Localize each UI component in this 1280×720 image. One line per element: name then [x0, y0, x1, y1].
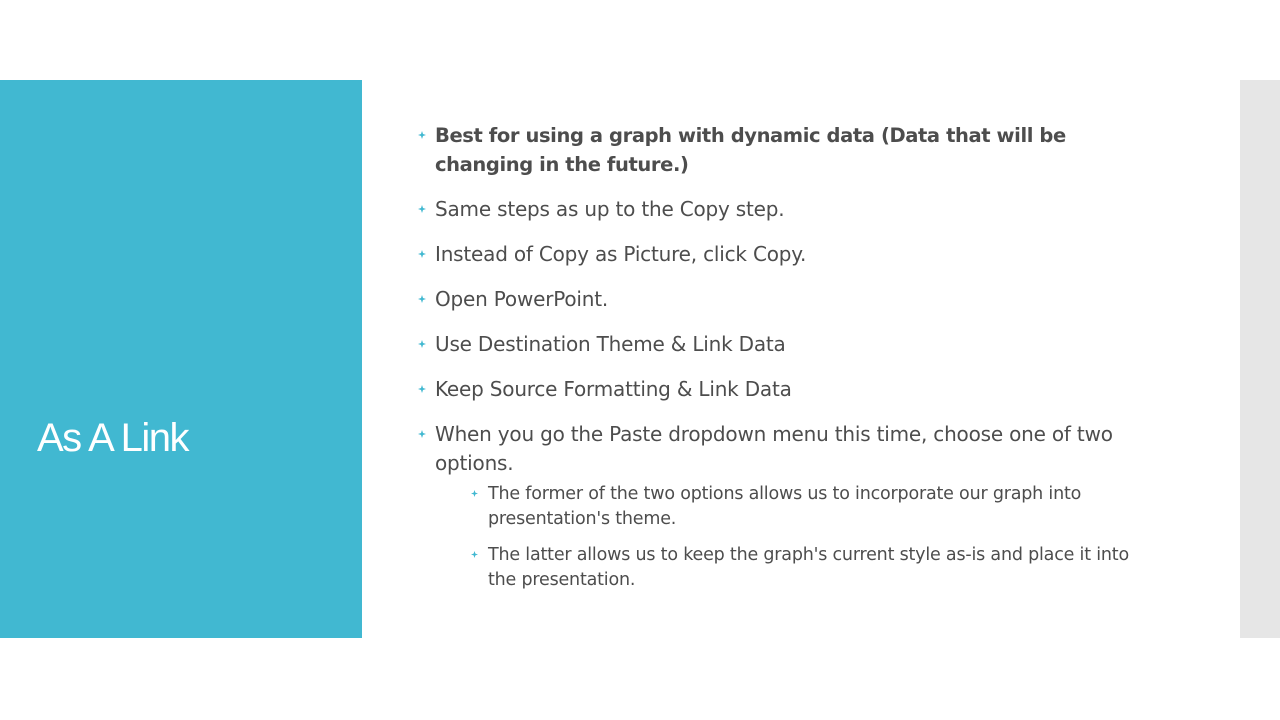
bullet-icon [418, 340, 426, 348]
list-item [418, 420, 1158, 593]
sub-bullet-list [435, 482, 1158, 593]
sub-list-item [471, 543, 1158, 593]
list-item-text: Instead of Copy as Picture, click Copy. [435, 242, 807, 266]
list-item [418, 195, 1158, 224]
sub-list-item [471, 482, 1158, 532]
sub-list-item-text: The former of the two options allows us to incorporate our graph into presentation's theme. [488, 484, 1082, 529]
list-item-text: Best for using a graph with dynamic data (Data that will be changing in the future.) [435, 124, 1066, 176]
list-item-text: When you go the Paste dropdown menu this time, choose one of two options. [435, 422, 1113, 475]
sub-list-item-text: The latter allows us to keep the graph's current style as-is and place it into the presentation. [488, 545, 1129, 590]
list-item-text: Use Destination Theme & Link Data [435, 332, 786, 356]
bullet-icon [418, 385, 426, 393]
bullet-icon [418, 430, 426, 438]
bullet-list [418, 121, 1158, 593]
list-item-text: Keep Source Formatting & Link Data [435, 377, 792, 401]
list-item-text: Open PowerPoint. [435, 287, 609, 311]
list-item [418, 121, 1158, 179]
list-item [418, 240, 1158, 269]
bullet-icon [418, 205, 426, 213]
bullet-icon [471, 551, 479, 559]
bullet-icon [418, 131, 426, 139]
side-strip [1240, 80, 1280, 638]
slide-content [418, 121, 1158, 593]
slide-title: As A Link [37, 416, 189, 460]
title-panel [0, 80, 362, 638]
bullet-icon [418, 295, 426, 303]
bullet-icon [471, 490, 479, 498]
list-item [418, 375, 1158, 404]
list-item-text: Same steps as up to the Copy step. [435, 197, 785, 221]
list-item [418, 330, 1158, 359]
bullet-icon [418, 250, 426, 258]
list-item [418, 285, 1158, 314]
